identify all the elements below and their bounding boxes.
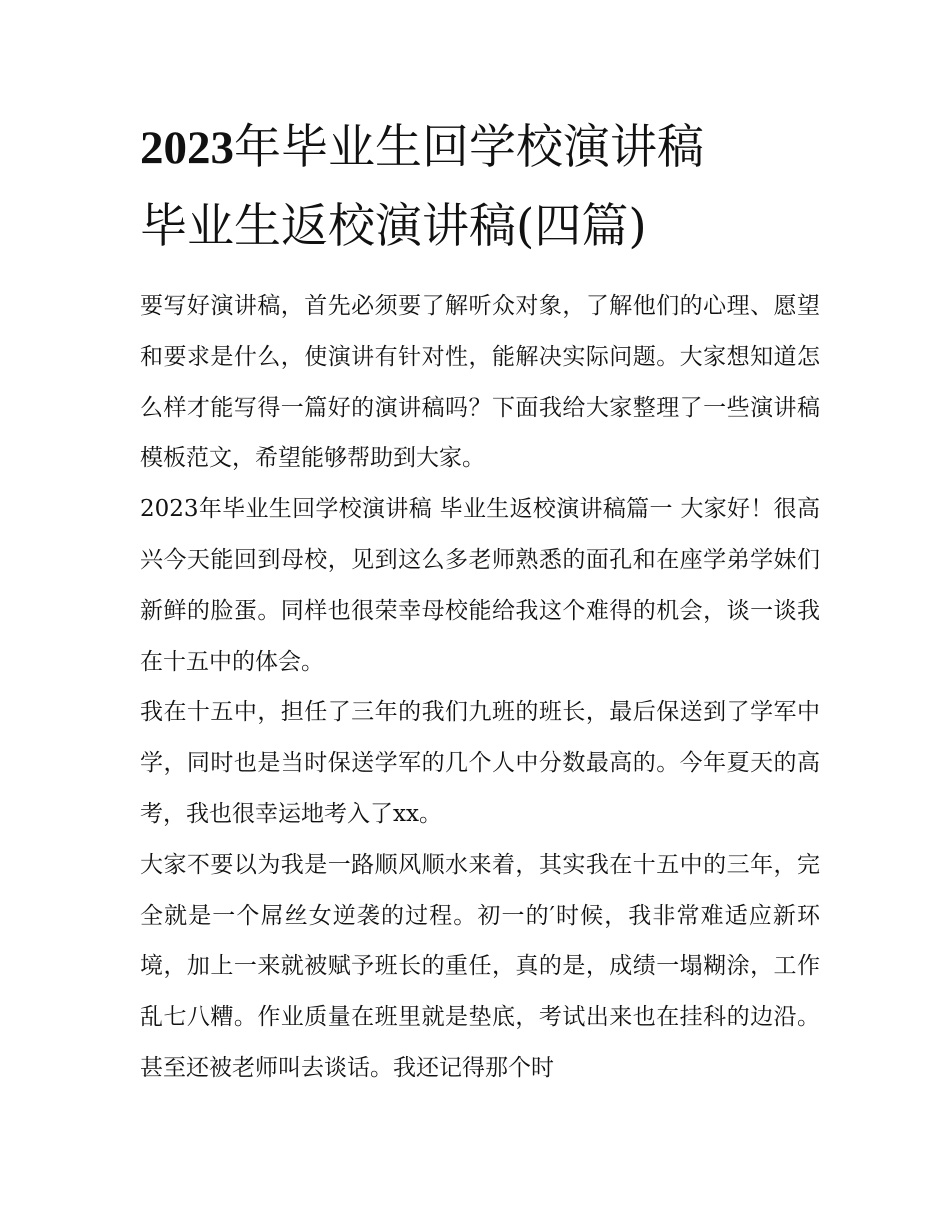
title-line-1-text: 年毕业生回学校演讲稿 — [234, 120, 704, 175]
document-body — [140, 281, 820, 1094]
document-title-line-2: 毕业生返校演讲稿(四篇) — [140, 199, 647, 254]
paragraph-intro: 要写好演讲稿，首先必须要了解听众对象，了解他们的心理、愿望和要求是什么，使演讲有针对性，能解决实际问题。大家想知道怎么样才能写得一篇好的演讲稿吗？下面我给大家整理了一些演讲稿模板范文，希望能够帮助到大家。 — [140, 293, 820, 472]
document-title-line-1 — [140, 120, 820, 175]
paragraph-class-monitor: 我在十五中，担任了三年的我们九班的班长，最后保送到了学军中学，同时也是当时保送学军的几个人中分数最高的。今年夏天的高考，我也很幸运地考入了xx。 — [140, 699, 820, 827]
title-year: 2023 — [140, 122, 234, 174]
paragraph-greeting: 2023年毕业生回学校演讲稿 毕业生返校演讲稿篇一 大家好！很高兴今天能回到母校，见到这么多老师熟悉的面孔和在座学弟学妹们新鲜的脸蛋。同样也很荣幸母校能给我这个难得的机会，谈一谈我在十五中的体会。 — [140, 496, 820, 675]
paragraph-experience: 大家不要以为我是一路顺风顺水来着，其实我在十五中的三年，完全就是一个屌丝女逆袭的过程。初一的′时候，我非常难适应新环境，加上一来就被赋予班长的重任，真的是，成绩一塌糊涂，工作乱七八糟。作业质量在班里就是垫底，考试出来也在挂科的边沿。甚至还被老师叫去谈话。我还记得那个时 — [140, 851, 820, 1081]
